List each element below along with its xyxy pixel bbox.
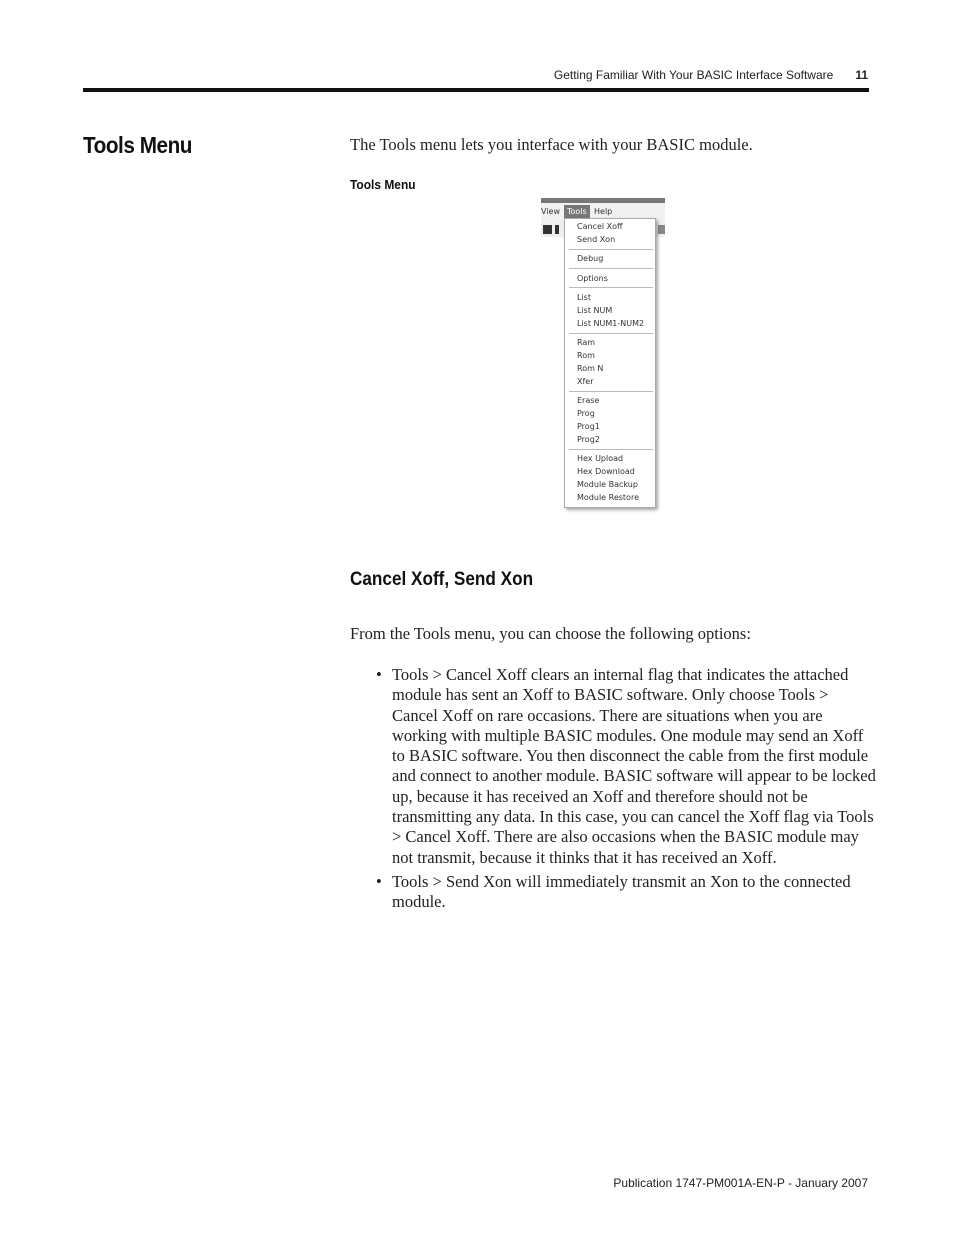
menu-item[interactable]: Module Backup [577, 479, 638, 489]
list-item [376, 872, 876, 913]
section-title: Tools Menu [83, 132, 192, 158]
menu-item[interactable]: Erase [577, 395, 600, 405]
menu-view: View [541, 207, 560, 216]
menu-item[interactable]: Rom N [577, 363, 604, 373]
menu-separator [569, 249, 653, 251]
menu-item[interactable]: Prog [577, 408, 595, 418]
bullet-text: Tools > Send Xon will immediately transmit an Xon to the connected module. [392, 871, 851, 912]
list-item [376, 665, 876, 868]
menu-item[interactable]: Debug [577, 254, 604, 264]
bullet-icon: • [376, 665, 382, 684]
tools-menu-screenshot [541, 198, 667, 512]
menu-help: Help [594, 207, 613, 216]
publication-footer: Publication 1747-PM001A-EN-P - January 2007 [613, 1176, 868, 1190]
subsection-title: Cancel Xoff, Send Xon [350, 568, 534, 590]
tools-dropdown-menu [564, 218, 656, 508]
menu-item[interactable]: List [577, 292, 591, 302]
menu-separator [569, 391, 653, 393]
menu-item[interactable]: Xfer [577, 376, 594, 386]
menu-item[interactable]: Hex Download [577, 466, 635, 476]
section-intro: The Tools menu lets you interface with your BASIC module. [350, 135, 753, 154]
running-title: Getting Familiar With Your BASIC Interface Software [553, 68, 834, 82]
menu-separator [569, 449, 653, 451]
menu-separator [569, 287, 653, 289]
menu-item[interactable]: Hex Upload [577, 453, 624, 463]
menu-separator [569, 268, 653, 270]
menu-item[interactable]: Prog2 [577, 434, 600, 444]
figure-caption: Tools Menu [350, 177, 416, 192]
menu-item[interactable]: Send Xon [577, 234, 616, 244]
bullet-icon: • [376, 871, 382, 891]
menu-item[interactable]: List NUM1-NUM2 [577, 318, 645, 328]
subsection-intro: From the Tools menu, you can choose the following options: [350, 624, 751, 643]
header-rule [83, 88, 869, 92]
bullet-text: Tools > Cancel Xoff clears an internal flag that indicates the attached module has sent an Xoff to BASIC software. Only choose Tools > Cancel Xoff on rare occasions. There are situations when you are working with multiple BASIC modules. One module may send an Xoff to BASIC software. You then disconnect the cable from the first module and connect to another module. BASIC software will appear to be locked up, because it has received an Xoff and therefore should not be transmitting any data. In this case, you can cancel the Xoff flag via Tools > Cancel Xoff. There are also occasions when the BASIC module may not transmit, because it thinks that it has received an Xoff. [392, 665, 876, 867]
menu-item[interactable]: Options [577, 273, 608, 283]
page-number: 11 [855, 68, 868, 82]
running-header [554, 66, 868, 84]
menu-item[interactable]: Prog1 [577, 421, 600, 431]
menu-tools: Tools [564, 205, 590, 218]
menu-item[interactable]: Rom [577, 350, 595, 360]
toolbar-icon [555, 225, 559, 234]
menu-item[interactable]: Cancel Xoff [577, 222, 623, 231]
save-icon [543, 225, 552, 234]
menu-item[interactable]: Module Restore [577, 492, 639, 502]
options-list [376, 665, 876, 913]
menu-separator [569, 333, 653, 335]
menu-item[interactable]: Ram [577, 337, 596, 347]
toolbar-icon [658, 225, 665, 234]
menu-item[interactable]: List NUM [577, 305, 613, 315]
